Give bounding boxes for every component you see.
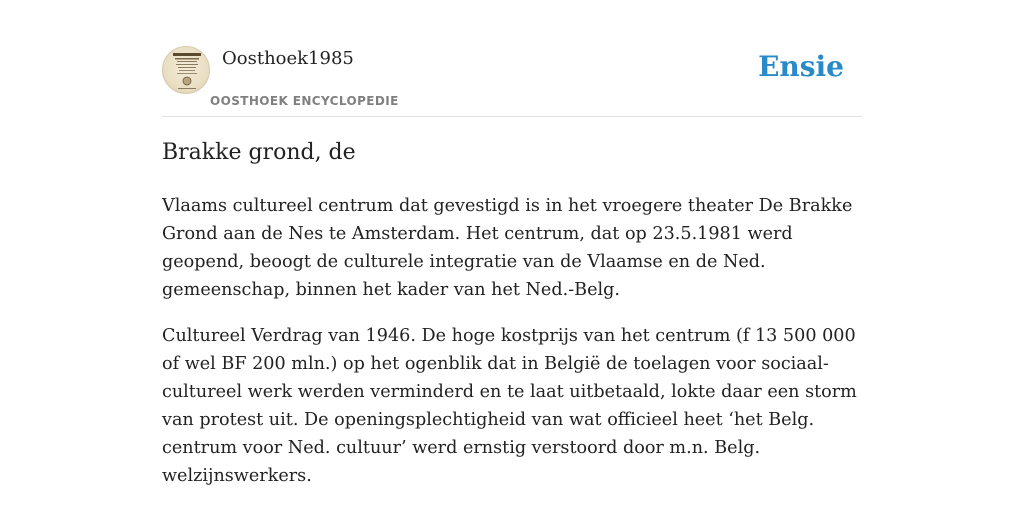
paragraph: Cultureel Verdrag van 1946. De hoge kostprijs van het centrum (f 13 500 000 of wel BF 200 mln.) op het ogenblik dat in België de toelagen voor sociaal-cultureel werk werden verminderd en te laat uitbetaald, lokte daar een storm van protest uit. De openingsplechtigheid van wat officieel heet ‘het Belg. centrum voor Ned. cultuur’ werd ernstig verstoord door m.n. Belg. welzijnswerkers. [162, 326, 857, 486]
entry-header [162, 44, 862, 117]
source-label[interactable]: OOSTHOEK ENCYCLOPEDIE [210, 94, 399, 108]
article-body [162, 192, 862, 508]
author-name[interactable]: Oosthoek1985 [222, 48, 354, 69]
paragraph: Vlaams cultureel centrum dat gevestigd is in het vroegere theater De Brakke Grond aan de Nes te Amsterdam. Het centrum, dat op 23.5.1981 werd geopend, beoogt de culturele integratie van de Vlaamse en de Ned. gemeenschap, binnen het kader van het Ned.-Belg. [162, 196, 853, 300]
avatar[interactable] [162, 46, 210, 94]
page-title: Brakke grond, de [162, 140, 356, 165]
encyclopedia-title-page-icon [163, 47, 210, 94]
brand-logo[interactable]: Ensie [758, 50, 844, 83]
